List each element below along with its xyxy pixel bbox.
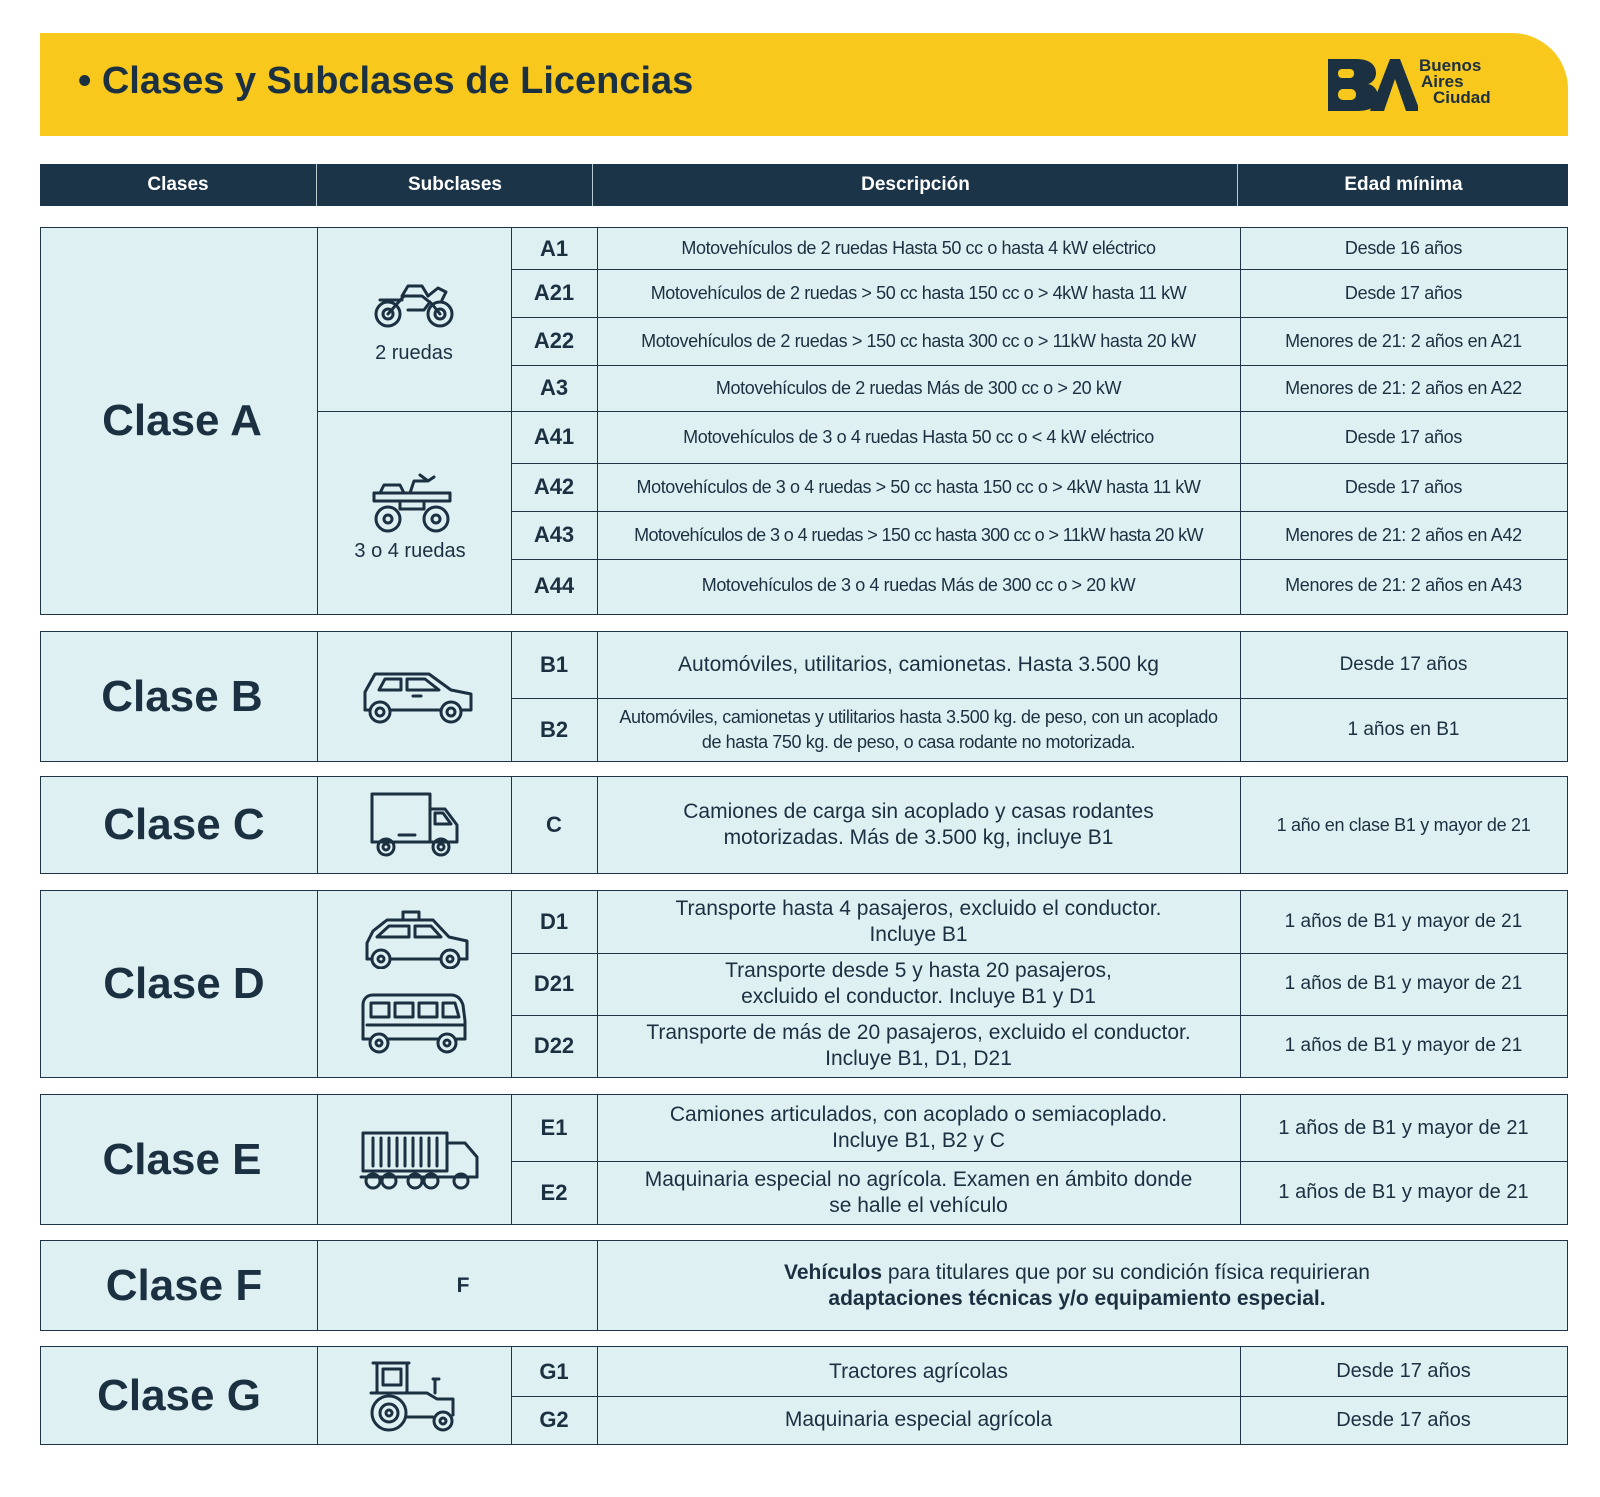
clase-e-label: Clase E — [102, 1134, 262, 1184]
buenos-aires-logo — [1326, 54, 1526, 116]
subclass-min-age: Desde 17 años — [1344, 476, 1463, 497]
subclass-code: D22 — [533, 1033, 575, 1058]
subclass-description: Camiones articulados, con acoplado o semiacoplado. Incluye B1, B2 y C — [669, 1103, 1168, 1152]
ba-logo-mark — [1326, 57, 1418, 113]
subclass-code: G1 — [539, 1358, 569, 1384]
subclass-min-age: Menores de 21: 2 años en A22 — [1285, 377, 1522, 398]
subclass-min-age: Menores de 21: 2 años en A21 — [1285, 330, 1522, 351]
page-title: • Clases y Subclases de Licencias — [78, 60, 694, 102]
semi-truck-icon — [359, 1129, 481, 1191]
car-icon — [359, 670, 477, 724]
subclass-min-age: 1 años de B1 y mayor de 21 — [1284, 973, 1523, 994]
subclass-min-age: Desde 17 años — [1336, 1360, 1471, 1382]
subclass-code: B1 — [539, 652, 569, 677]
subclass-description: Motovehículos de 2 ruedas Hasta 50 cc o hasta 4 kW eléctrico — [681, 238, 1156, 258]
subclass-description: Transporte desde 5 y hasta 20 pasajeros, excluido el conductor. Incluye B1 y D1 — [725, 959, 1112, 1008]
table-header — [40, 164, 1568, 206]
subclass-min-age: 1 años de B1 y mayor de 21 — [1284, 911, 1523, 932]
subclass-code: E1 — [540, 1115, 568, 1140]
subclass-code: A22 — [533, 328, 575, 353]
subclass-description: Tractores agrícolas — [829, 1359, 1008, 1383]
subclass-description: Maquinaria especial agrícola — [784, 1408, 1053, 1431]
subclass-code: A41 — [533, 424, 575, 449]
subclass-description: Transporte de más de 20 pasajeros, excluido el conductor. Incluye B1, D1, D21 — [646, 1021, 1191, 1070]
clase-f-block — [40, 1240, 1568, 1331]
subclass-code: G2 — [539, 1407, 569, 1432]
tractor-icon — [369, 1359, 459, 1433]
subclass-description: Motovehículos de 2 ruedas > 150 cc hasta 300 cc o > 11kW hasta 20 kW — [641, 330, 1196, 351]
clase-d-block — [40, 890, 1568, 1078]
motorcycle-icon — [372, 274, 456, 330]
desc-middle: para titulares que por su condición física requirieran — [882, 1260, 1370, 1284]
header-clases: Clases — [147, 174, 209, 195]
desc-bold-vehiculos: Vehículos — [784, 1260, 883, 1284]
subclass-min-age: 1 años de B1 y mayor de 21 — [1278, 1116, 1529, 1139]
subclass-min-age: Desde 17 años — [1344, 426, 1463, 447]
quad-bike-icon — [370, 471, 454, 535]
truck-icon — [369, 791, 461, 859]
clase-f-label: Clase F — [105, 1260, 263, 1310]
subclass-description: Motovehículos de 3 o 4 ruedas Hasta 50 cc o < 4 kW eléctrico — [683, 426, 1154, 447]
subclass-code: B2 — [539, 716, 569, 742]
subclass-description: Automóviles, utilitarios, camionetas. Hasta 3.500 kg — [678, 653, 1159, 676]
logo-text: Buenos Aires Ciudad — [1419, 56, 1491, 107]
desc-bold-adaptaciones: adaptaciones técnicas y/o equipamiento especial. — [828, 1286, 1326, 1310]
subclass-code: D21 — [533, 971, 575, 996]
subclass-min-age: Menores de 21: 2 años en A43 — [1285, 575, 1522, 595]
clase-c-label: Clase C — [103, 800, 265, 849]
header-subclases: Subclases — [316, 164, 593, 206]
subclass-min-age: 1 años en B1 — [1347, 718, 1460, 740]
clase-g-label: Clase G — [97, 1370, 261, 1420]
subclass-min-age: Desde 16 años — [1344, 238, 1463, 258]
clase-c-block — [40, 776, 1568, 874]
subclass-min-age: 1 años de B1 y mayor de 21 — [1284, 1035, 1523, 1056]
subclass-description: Transporte hasta 4 pasajeros, excluido el conductor. Incluye B1 — [675, 897, 1162, 946]
subclass-min-age: Desde 17 años — [1339, 654, 1468, 675]
subclass-code: F — [456, 1273, 470, 1297]
subclass-code: A42 — [533, 474, 575, 499]
subclass-min-age: 1 año en clase B1 y mayor de 21 — [1276, 814, 1531, 835]
subclass-min-age: Desde 17 años — [1344, 282, 1463, 303]
subclass-code: C — [546, 812, 562, 837]
clase-a-label: Clase A — [102, 396, 262, 445]
clase-b-block — [40, 631, 1568, 762]
group-2-ruedas-label: 2 ruedas — [375, 341, 453, 364]
subclass-code: D1 — [539, 909, 569, 934]
clase-a-block — [40, 227, 1568, 615]
subclass-description — [597, 1241, 1567, 1330]
subclass-description: Camiones de carga sin acoplado y casas rodantes motorizadas. Más de 3.500 kg, incluye B1 — [683, 800, 1154, 849]
subclass-min-age: Menores de 21: 2 años en A42 — [1285, 524, 1522, 545]
subclass-code: A44 — [533, 572, 575, 598]
clase-b-label: Clase B — [101, 671, 263, 721]
subclass-code: A43 — [533, 522, 575, 547]
subclass-description: Motovehículos de 2 ruedas > 50 cc hasta 150 cc o > 4kW hasta 11 kW — [650, 282, 1187, 303]
subclass-min-age: 1 años de B1 y mayor de 21 — [1278, 1181, 1529, 1203]
subclass-description: Motovehículos de 3 o 4 ruedas Más de 300 cc o > 20 kW — [701, 575, 1136, 595]
header-descripcion: Descripción — [592, 164, 1238, 206]
subclass-code: E2 — [540, 1179, 568, 1205]
van-icon — [359, 991, 469, 1055]
subclass-min-age: Desde 17 años — [1336, 1408, 1471, 1431]
subclass-description: Automóviles, camionetas y utilitarios hasta 3.500 kg. de peso, con un acoplado de hasta 750 kg. de peso, o casa rodante no motorizada. — [619, 706, 1218, 752]
subclass-description: Maquinaria especial no agrícola. Examen en ámbito donde se halle el vehículo — [644, 1167, 1193, 1217]
subclass-description: Motovehículos de 2 ruedas Más de 300 cc o > 20 kW — [715, 377, 1122, 398]
clase-e-block — [40, 1094, 1568, 1225]
subclass-code: A21 — [533, 280, 575, 305]
clase-g-block — [40, 1346, 1568, 1445]
clase-d-label: Clase D — [103, 959, 265, 1008]
subclass-code: A3 — [539, 375, 569, 400]
taxi-icon — [363, 909, 471, 969]
header-edad-minima: Edad mínima — [1237, 164, 1569, 206]
subclass-description: Motovehículos de 3 o 4 ruedas > 150 cc hasta 300 cc o > 11kW hasta 20 kW — [634, 524, 1203, 545]
subclass-description: Motovehículos de 3 o 4 ruedas > 50 cc hasta 150 cc o > 4kW hasta 11 kW — [636, 476, 1201, 497]
subclass-code: A1 — [539, 235, 569, 261]
group-3-4-ruedas-label: 3 o 4 ruedas — [354, 539, 466, 562]
